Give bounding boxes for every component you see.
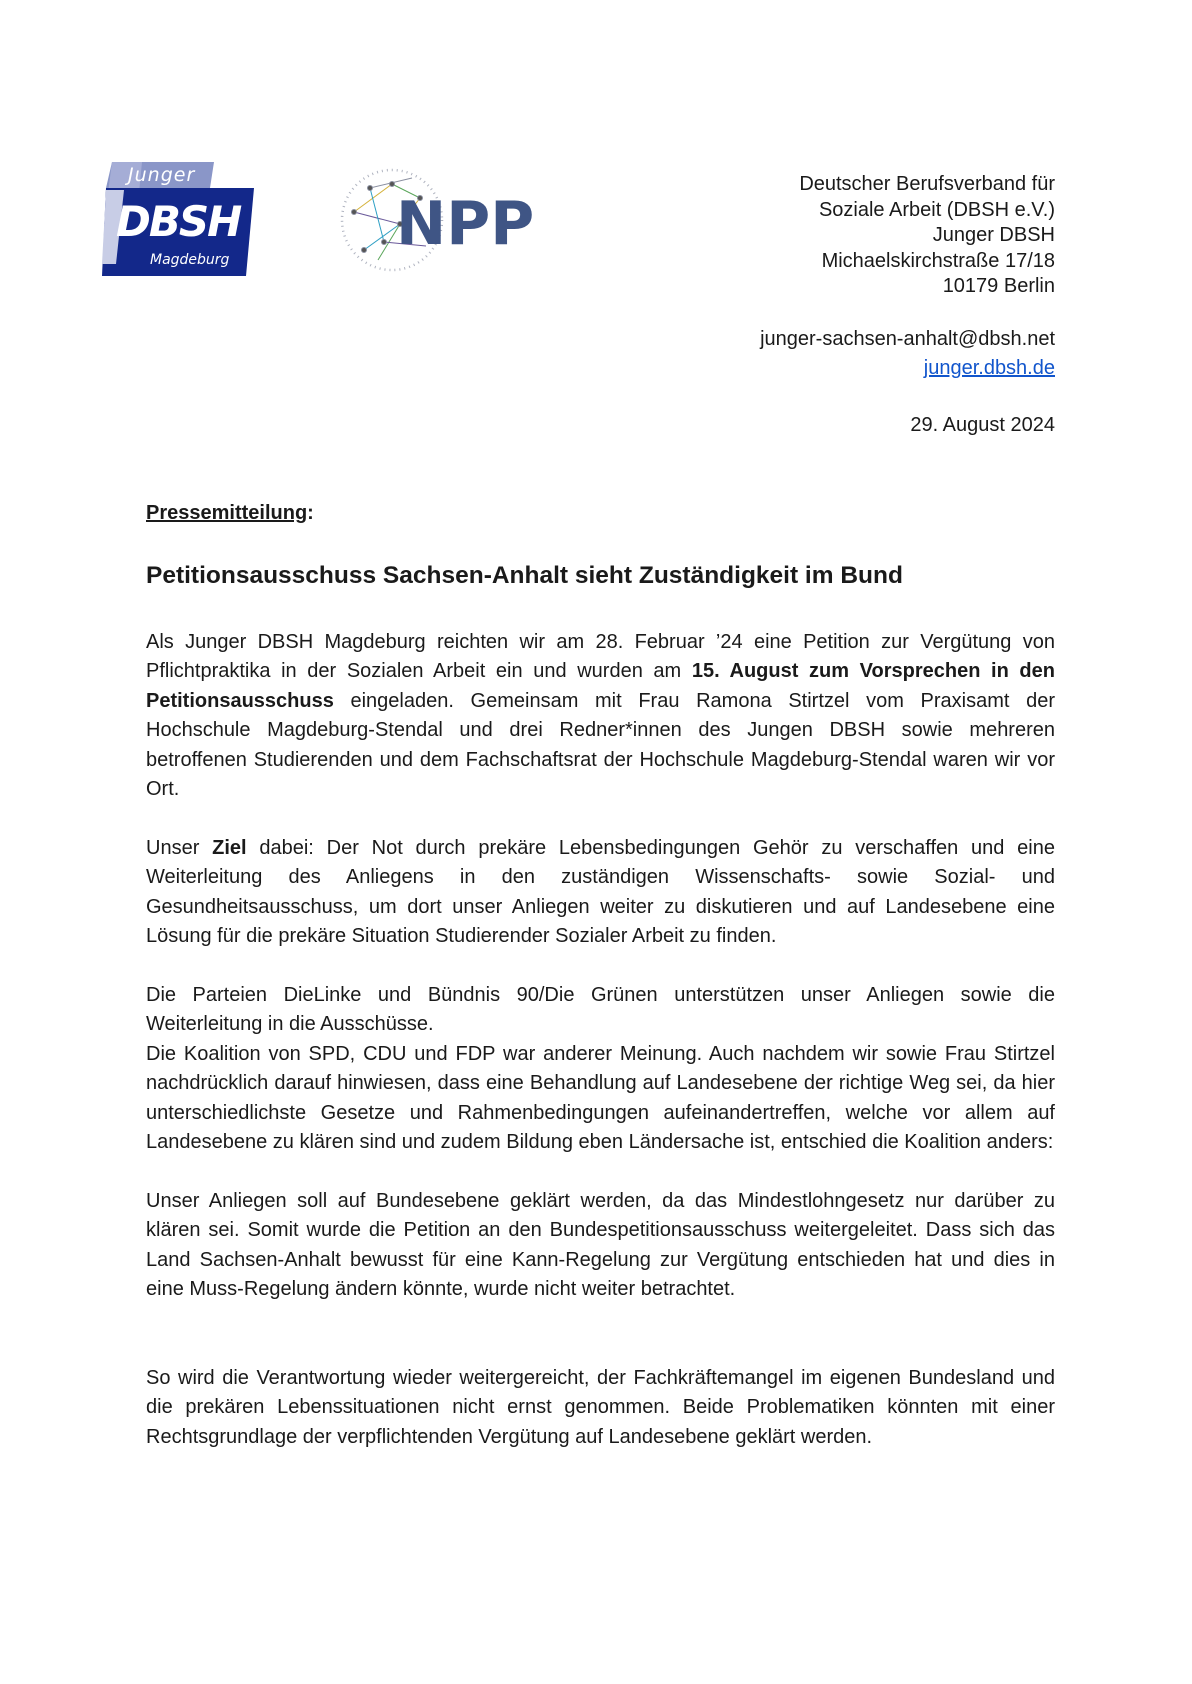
- address-line-2: Soziale Arbeit (DBSH e.V.): [818, 198, 1055, 221]
- letter-date: 29. August 2024: [910, 414, 1055, 436]
- paragraph-2-part-c: dabei: Der Not durch prekäre Lebensbedingungen Gehör zu verschaffen und eine Weiterleitung des Anliegens in den zuständigen Wissenschafts- sowie Sozial- und Gesundheitsausschuss, um dort unser Anliegen weiter zu diskutieren und auf Landesebene eine Lösung für die prekäre Situation Studierender Sozialer Arbeit zu finden.: [146, 837, 1055, 948]
- website-link[interactable]: junger.dbsh.de: [923, 357, 1055, 379]
- headline: Petitionsausschuss Sachsen-Anhalt sieht Zuständigkeit im Bund: [146, 562, 903, 589]
- paragraph-5-text: Unser Anliegen soll auf Bundesebene geklärt werden, da das Mindestlohngesetz nur darüber zu klären sei. Somit wurde die Petition an den Bundespetitionsausschuss weitergeleitet. Dass sich das Land Sachsen-Anhalt bewusst für eine Kann-Regelung zur Vergütung entschieden hat und dies in eine Muss-Regelung ändern könnte, wurde nicht weiter betrachtet.: [146, 1190, 1055, 1301]
- junger-dbsh-logo: [102, 160, 262, 278]
- paragraph-2-part-a: Unser: [146, 837, 213, 859]
- paragraph-4: [146, 1040, 1055, 1158]
- npp-logo: [340, 164, 550, 276]
- press-release-label-colon: :: [307, 502, 314, 524]
- contact-email: junger-sachsen-anhalt@dbsh.net: [760, 328, 1055, 350]
- logo-npp-text: NPP: [396, 189, 535, 259]
- paragraph-2-bold: Ziel: [212, 837, 247, 859]
- paragraph-6-text: So wird die Verantwortung wieder weitergereicht, der Fachkräftemangel im eigenen Bundesland und die prekären Lebenssituationen nicht ernst genommen. Beide Problematiken könnten mit einer Rechtsgrundlage der verpflichtenden Vergütung auf Landesebene geklärt werden.: [146, 1367, 1055, 1448]
- paragraph-4-text: Die Koalition von SPD, CDU und FDP war anderer Meinung. Auch nachdem wir sowie Frau Stirtzel nachdrücklich darauf hinwiesen, dass eine Behandlung auf Landesebene der richtige Weg sei, da hier unterschiedlichste Gesetze und Rahmenbedingungen aufeinandertreffen, welche vor allem auf Landesebene zu klären sind und zudem Bildung eben Ländersache ist, entschied die Koalition anders:: [146, 1043, 1055, 1154]
- paragraph-3-text: Die Parteien DieLinke und Bündnis 90/Die Grünen unterstützen unser Anliegen sowie die Weiterleitung in die Ausschüsse.: [146, 984, 1055, 1036]
- sender-address: [799, 172, 1055, 300]
- paragraph-1-part-c: eingeladen. Gemeinsam mit Frau Ramona Stirtzel vom Praxisamt der Hochschule Magdeburg-Stendal und drei Redner*innen des Jungen DBSH sowie mehreren betroffenen Studierenden und dem Fachschaftsrat der Hochschule Magdeburg-Stendal waren wir vor Ort.: [146, 689, 1055, 801]
- address-line-5: 10179 Berlin: [942, 275, 1055, 297]
- contact-block: [760, 325, 1055, 383]
- press-release-label: [146, 502, 314, 525]
- paragraph-6: [146, 1364, 1055, 1452]
- paragraph-5: [146, 1187, 1055, 1305]
- address-line-1: Deutscher Berufsverband für: [799, 173, 1055, 195]
- logo-magdeburg-text: Magdeburg: [150, 252, 230, 268]
- logo-junger-text: Junger: [128, 164, 196, 186]
- address-line-3: Junger DBSH: [932, 224, 1055, 246]
- logo-dbsh-text: DBSH: [116, 197, 241, 246]
- address-line-4: Michaelskirchstraße 17/18: [821, 249, 1055, 272]
- paragraph-1-part-a: Als Junger DBSH Magdeburg reichten wir am 28. Februar ’24 eine Petition zur Vergütung von Pflichtpraktika in der Sozialen Arbeit ein und wurden am: [146, 631, 1055, 683]
- press-release-label-text: Pressemitteilung: [146, 502, 308, 524]
- paragraph-1-bold: 15. August zum Vorsprechen in den Petitionsausschuss: [146, 660, 1055, 712]
- paragraph-2: [146, 834, 1055, 952]
- paragraph-1: [146, 628, 1055, 804]
- paragraph-3: [146, 981, 1055, 1040]
